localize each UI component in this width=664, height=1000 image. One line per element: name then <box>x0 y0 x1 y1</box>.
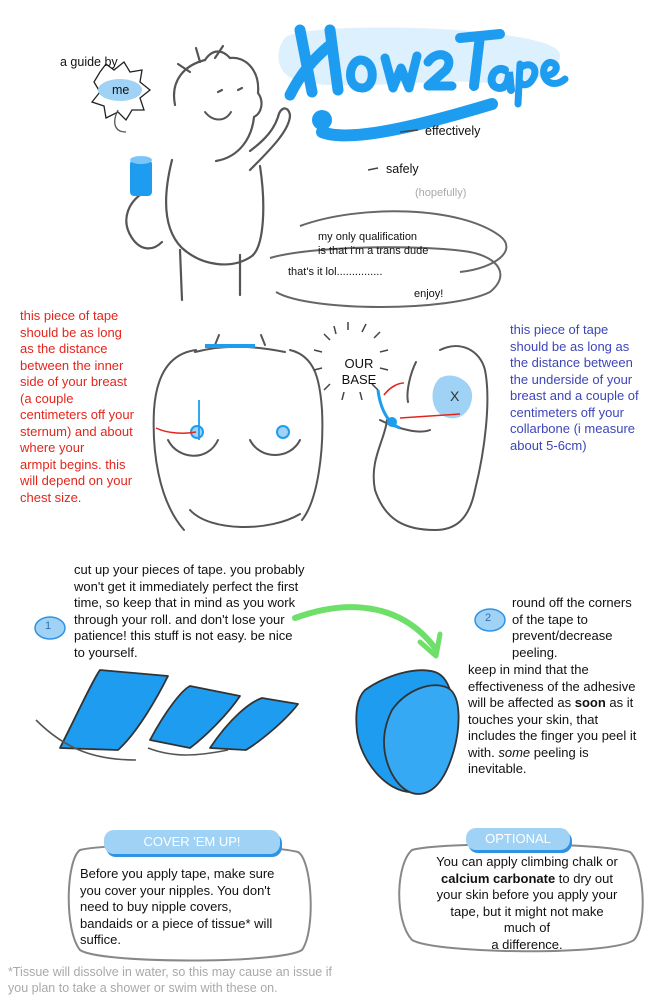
step2-line: peeling. <box>512 644 558 660</box>
keep-line: keep in mind that the <box>468 662 589 677</box>
step1-line: won't get it immediately perfect the first <box>74 578 299 594</box>
calcium-carbonate-emphasis: calcium carbonate <box>441 870 556 886</box>
optional-line: a difference. <box>491 936 563 952</box>
step1-line: to yourself. <box>74 644 138 660</box>
step2-line: round off the corners <box>512 595 632 610</box>
title-lettering <box>278 28 565 170</box>
optional-text <box>422 854 632 953</box>
side-note-line: this piece of tape <box>510 322 609 337</box>
front-note-line: centimeters off your <box>20 407 134 422</box>
keep-line <box>468 695 662 712</box>
tape-strips-drawing <box>60 670 298 750</box>
side-note-line: collarbone (i measure <box>510 421 636 436</box>
rounded-tape-drawing <box>356 670 458 794</box>
keep-line: inevitable. <box>468 761 527 776</box>
step1-line: through your roll. and don't lose your <box>74 611 285 627</box>
safely-label: safely <box>386 162 419 176</box>
cover-line: bandaids or a piece of tissue* will <box>80 915 273 931</box>
front-tape-note <box>20 308 160 506</box>
side-torso-drawing <box>374 346 488 530</box>
step2-line: of the tape to <box>512 611 588 627</box>
me-label: me <box>112 83 130 97</box>
cover-text <box>80 866 300 949</box>
our-base-label <box>339 356 379 388</box>
front-note-line: armpit begins. this <box>20 456 126 472</box>
speech-line-4: enjoy! <box>414 288 444 300</box>
effectively-label: effectively <box>425 124 481 138</box>
footnote-line: *Tissue will dissolve in water, so this may cause an issue if <box>8 965 332 979</box>
step1-line: cut up your pieces of tape. you probably <box>74 562 305 577</box>
keep-line: touches your skin, that <box>468 711 599 727</box>
step1-line: time, so keep that in mind as you work <box>74 595 296 610</box>
step1-number: 1 <box>45 620 52 632</box>
step1-line: patience! this stuff is not easy. be nice <box>74 628 293 643</box>
keep-text: as it <box>605 695 634 710</box>
front-note-line: side of your breast <box>20 374 127 389</box>
optional-heading: OPTIONAL <box>485 831 551 846</box>
step1-text <box>74 562 344 661</box>
step2-keep-in-mind <box>468 662 662 778</box>
soon-emphasis: soon <box>574 695 606 710</box>
optional-line: tape, but it might not make <box>450 903 604 919</box>
guide-by-label: a guide by <box>60 55 118 69</box>
front-note-line: (a couple <box>20 390 74 406</box>
front-note-line: chest size. <box>20 489 82 505</box>
our-label: OUR <box>344 356 374 371</box>
cover-line: suffice. <box>80 932 121 947</box>
cover-heading-pill <box>104 830 280 854</box>
optional-line <box>422 871 632 888</box>
side-note-line: the underside of your <box>510 371 633 387</box>
cover-heading: COVER 'EM UP! <box>143 834 241 849</box>
footnote-line: you plan to take a shower or swim with these on. <box>8 981 278 995</box>
front-note-line: will depend on your <box>20 473 133 488</box>
tape-roll-drawing <box>130 160 152 196</box>
side-note-line: the distance between <box>510 355 633 370</box>
base-label: BASE <box>341 372 377 387</box>
keep-text: peeling is <box>530 744 589 760</box>
front-note-line: should be as long <box>20 324 122 340</box>
side-note-line: should be as long as <box>510 338 630 354</box>
optional-text-part: to dry out <box>555 870 613 886</box>
keep-line <box>468 745 662 762</box>
keep-text: will be affected as <box>468 695 575 710</box>
optional-line: You can apply climbing chalk or <box>436 854 618 869</box>
optional-line: your skin before you apply your <box>436 887 618 902</box>
side-note-line: centimeters off your <box>510 404 624 420</box>
speech-line-2: is that i'm a trans dude <box>318 245 429 257</box>
speech-line-3: that's it lol............... <box>288 266 383 278</box>
step2-line: prevent/decrease <box>512 628 613 643</box>
step2-intro <box>512 595 662 661</box>
side-tape-note <box>510 322 660 454</box>
keep-line: effectiveness of the adhesive <box>468 678 636 694</box>
hopefully-label: (hopefully) <box>415 187 467 199</box>
some-emphasis: some <box>498 744 531 760</box>
side-note-line: breast and a couple of <box>510 388 639 403</box>
front-note-line: this piece of tape <box>20 308 119 323</box>
speech-line-1: my only qualification <box>318 231 418 243</box>
front-note-line: where your <box>20 440 85 455</box>
optional-heading-pill <box>466 828 570 850</box>
front-note-line: as the distance <box>20 341 108 356</box>
front-note-line: sternum) and about <box>20 423 133 439</box>
keep-line: includes the finger you peel it <box>468 728 637 743</box>
optional-line: much of <box>503 920 551 935</box>
step2-number: 2 <box>485 612 492 624</box>
footnote <box>8 964 332 996</box>
front-note-line: between the inner <box>20 357 124 373</box>
cover-line: need to buy nipple covers, <box>80 899 232 914</box>
keep-text: with. <box>468 744 499 760</box>
cover-line: you cover your nipples. You don't <box>80 882 271 898</box>
side-note-line: about 5-6cm) <box>510 437 587 453</box>
x-mark: X <box>450 388 460 404</box>
cover-line: Before you apply tape, make sure <box>80 866 275 881</box>
